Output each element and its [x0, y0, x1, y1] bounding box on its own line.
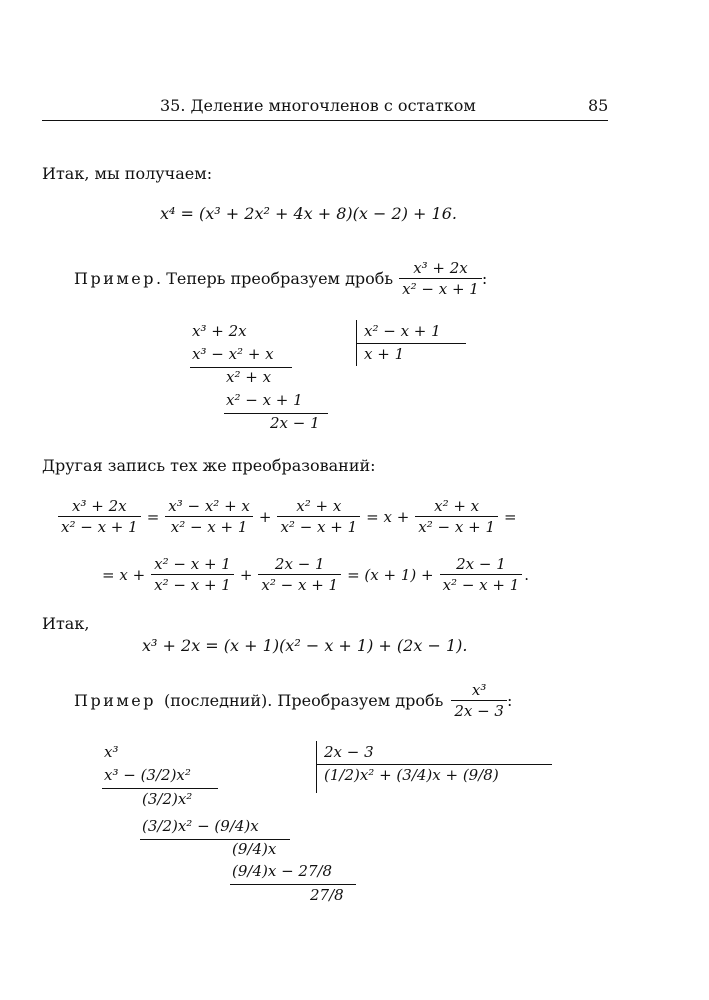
example-1-heading	[74, 258, 487, 299]
colon: :	[506, 691, 513, 710]
fraction	[440, 554, 523, 595]
fraction-numerator: 2x − 1	[440, 554, 523, 575]
fraction-denominator: x² − x + 1	[61, 518, 138, 536]
section-title: 35. Деление многочленов с остатком	[160, 96, 476, 115]
operator: =	[146, 507, 160, 526]
example-text: (последний). Преобразуем дробь	[164, 691, 444, 710]
fraction	[277, 496, 360, 537]
fraction	[151, 554, 234, 595]
fraction-denominator: x² − x + 1	[170, 518, 248, 536]
example-text: . Теперь преобразуем дробь	[156, 269, 394, 288]
operator: = x +	[102, 565, 146, 584]
fraction	[415, 496, 498, 537]
division-2-dividend: x³	[104, 743, 119, 761]
division-2-step: (3/2)x²	[142, 790, 193, 808]
division-2-quotient: (1/2)x² + (3/4)x + (9/8)	[324, 766, 499, 784]
example-1-fraction	[399, 258, 482, 299]
fraction-denominator: x² − x + 1	[154, 576, 231, 594]
operator: +	[258, 507, 272, 526]
formula-1: x⁴ = (x³ + 2x² + 4x + 8)(x − 2) + 16.	[160, 204, 457, 223]
fraction	[58, 496, 141, 537]
intro-text-3: Итак,	[42, 614, 90, 633]
fraction-numerator: x³ + 2x	[399, 258, 482, 279]
fraction-numerator: x² + x	[415, 496, 498, 517]
equation-line-2	[96, 554, 531, 595]
fraction-numerator: x³ + 2x	[58, 496, 141, 517]
fraction	[258, 554, 341, 595]
division-2-step: (9/4)x	[232, 840, 277, 858]
example-label: Пример	[74, 691, 157, 710]
fraction-numerator: 2x − 1	[258, 554, 341, 575]
intro-text-2: Другая запись тех же преобразований:	[42, 456, 376, 475]
fraction-numerator: x² + x	[277, 496, 360, 517]
division-1-step: x² − x + 1	[226, 391, 303, 409]
division-2-divisor: 2x − 3	[324, 743, 374, 761]
division-2-divisor-rule	[316, 764, 552, 765]
fraction-denominator: 2x − 3	[454, 702, 504, 720]
header-rule	[42, 120, 608, 121]
fraction-numerator: x³	[451, 680, 507, 701]
equation-line-1	[58, 496, 523, 537]
division-2-step: (9/4)x − 27/8	[232, 862, 333, 880]
example-2-fraction	[451, 680, 507, 721]
fraction-denominator: x² − x + 1	[261, 576, 339, 594]
example-2-heading	[74, 680, 512, 721]
division-1-quotient: x + 1	[364, 345, 405, 363]
fraction	[165, 496, 253, 537]
operator: .	[524, 565, 530, 584]
intro-text-1: Итак, мы получаем:	[42, 164, 213, 183]
fraction-numerator: x² − x + 1	[151, 554, 234, 575]
division-1-divisor: x² − x + 1	[364, 322, 441, 340]
division-2-bar	[316, 741, 317, 793]
division-2-rule	[102, 788, 218, 789]
colon: :	[481, 269, 488, 288]
division-1-divisor-rule	[356, 343, 466, 344]
formula-2: x³ + 2x = (x + 1)(x² − x + 1) + (2x − 1).	[142, 636, 468, 655]
operator: +	[239, 565, 253, 584]
division-2-rule	[230, 884, 356, 885]
fraction-numerator: x³ − x² + x	[165, 496, 253, 517]
operator: = x +	[366, 507, 410, 526]
fraction-denominator: x² − x + 1	[280, 518, 358, 536]
division-2-step: x³ − (3/2)x²	[104, 766, 191, 784]
division-1-step: x² + x	[226, 368, 272, 386]
division-2-step: (3/2)x² − (9/4)x	[142, 817, 259, 835]
division-1-dividend: x³ + 2x	[192, 322, 247, 340]
operator: = (x + 1) +	[347, 565, 434, 584]
page-number: 85	[588, 96, 609, 115]
operator: =	[503, 507, 517, 526]
division-2-remainder: 27/8	[310, 886, 344, 904]
example-label: Пример	[74, 269, 157, 288]
division-1-step: x³ − x² + x	[192, 345, 274, 363]
division-1-remainder: 2x − 1	[270, 414, 320, 432]
fraction-denominator: x² − x + 1	[402, 280, 479, 298]
fraction-denominator: x² − x + 1	[418, 518, 495, 536]
fraction-denominator: x² − x + 1	[442, 576, 520, 594]
